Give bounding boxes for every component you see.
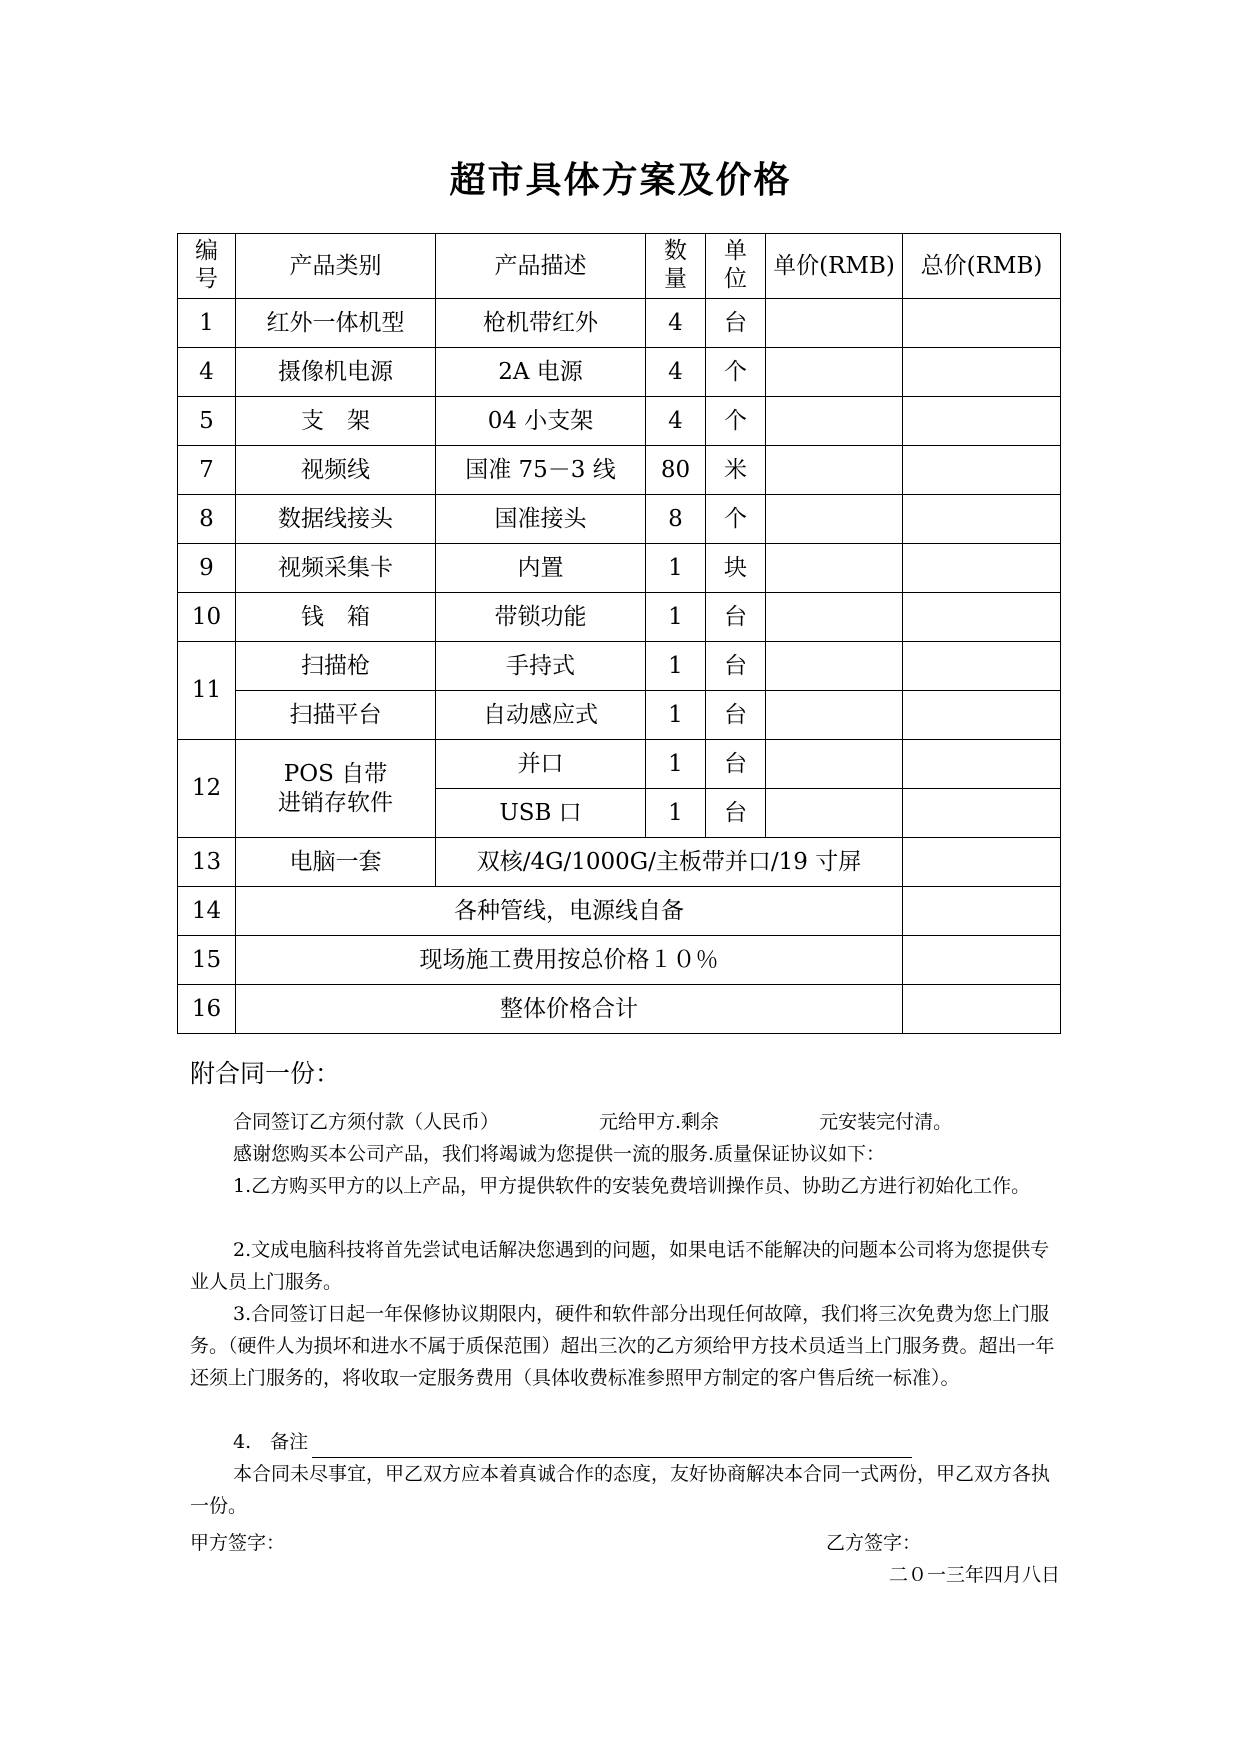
table-row [178,838,1061,887]
price-table [177,233,1061,1034]
cell-total [903,838,1061,887]
cell-desc: 双核/4G/1000G/主板带并口/19 寸屏 [436,838,903,887]
cell-no: 9 [178,544,236,593]
cell-no: 8 [178,495,236,544]
cell-total [903,642,1061,691]
cell-qty: 1 [646,593,706,642]
cell-price [766,544,903,593]
cell-qty: 1 [646,691,706,740]
cell-total [903,299,1061,348]
cell-qty: 80 [646,446,706,495]
table-header-row [178,234,1061,299]
cell-price [766,691,903,740]
header-qty: 数量 [646,234,706,299]
cell-no: 10 [178,593,236,642]
cell-category: 扫描枪 [236,642,436,691]
cell-desc: 国准 75－3 线 [436,446,646,495]
cell-desc: 带锁功能 [436,593,646,642]
table-row [178,887,1061,936]
cell-desc: 内置 [436,544,646,593]
cell-price [766,593,903,642]
cell-desc: 2A 电源 [436,348,646,397]
cell-unit: 个 [706,348,766,397]
payment-line [233,1106,1103,1138]
cell-category: 电脑一套 [236,838,436,887]
cell-category-line: 进销存软件 [278,789,393,816]
payment-text-c: 元安装完付清。 [819,1111,953,1133]
cell-unit: 台 [706,789,766,838]
table-row [178,593,1061,642]
cell-price [766,740,903,789]
cell-no: 12 [178,740,236,838]
cell-desc: USB 口 [436,789,646,838]
cell-desc: 04 小支架 [436,397,646,446]
cell-no: 7 [178,446,236,495]
cell-category: 视频采集卡 [236,544,436,593]
header-desc: 产品描述 [436,234,646,299]
cell-no: 11 [178,642,236,740]
clause-4 [233,1426,1103,1458]
cell-category: 钱 箱 [236,593,436,642]
cell-unit: 台 [706,593,766,642]
table-row [178,495,1061,544]
header-no: 编号 [178,234,236,299]
cell-category: 红外一体机型 [236,299,436,348]
cell-merged-text: 现场施工费用按总价格１０％ [236,936,903,985]
cell-unit: 个 [706,495,766,544]
cell-price [766,397,903,446]
cell-unit: 台 [706,691,766,740]
table-row [178,348,1061,397]
cell-category [236,740,436,838]
cell-unit: 台 [706,642,766,691]
contract-date: 二０一三年四月八日 [888,1564,1060,1586]
cell-merged-text: 整体价格合计 [236,985,903,1034]
cell-category-line: POS 自带 [283,760,388,787]
cell-no: 14 [178,887,236,936]
table-row [178,397,1061,446]
header-category: 产品类别 [236,234,436,299]
page-title: 超市具体方案及价格 [449,160,792,201]
cell-qty: 1 [646,740,706,789]
cell-unit: 台 [706,740,766,789]
header-total: 总价(RMB) [903,234,1061,299]
cell-category: 数据线接头 [236,495,436,544]
cell-price [766,446,903,495]
header-price: 单价(RMB) [766,234,903,299]
cell-qty: 4 [646,348,706,397]
payment-text-b: 元给甲方.剩余 [599,1111,720,1133]
table-row [178,740,1061,789]
cell-total [903,740,1061,789]
table-row [178,544,1061,593]
cell-total [903,936,1061,985]
cell-unit: 米 [706,446,766,495]
cell-category: 摄像机电源 [236,348,436,397]
party-b-signature: 乙方签字： [826,1532,922,1554]
cell-qty: 1 [646,642,706,691]
cell-desc: 枪机带红外 [436,299,646,348]
cell-price [766,299,903,348]
cell-total [903,985,1061,1034]
cell-no: 15 [178,936,236,985]
table-row [178,446,1061,495]
thanks-line: 感谢您购买本公司产品，我们将竭诚为您提供一流的服务.质量保证协议如下： [233,1143,886,1165]
cell-qty: 4 [646,299,706,348]
cell-qty: 8 [646,495,706,544]
cell-total [903,348,1061,397]
cell-price [766,789,903,838]
cell-no: 5 [178,397,236,446]
cell-total [903,446,1061,495]
cell-no: 4 [178,348,236,397]
cell-qty: 4 [646,397,706,446]
cell-price [766,642,903,691]
clause-3: 3.合同签订日起一年保修协议期限内，硬件和软件部分出现任何故障，我们将三次免费为您上门服务。（硬件人为损坏和进水不属于质保范围）超出三次的乙方须给甲方技术员适当上门服务费。超出一年还须上门服务的，将收取一定服务费用（具体收费标准参照甲方制定的客户售后统一标准）。 [190,1303,1055,1389]
cell-merged-text: 各种管线，电源线自备 [236,887,903,936]
cell-category: 扫描平台 [236,691,436,740]
party-a-signature: 甲方签字： [190,1532,286,1554]
cell-desc: 并口 [436,740,646,789]
table-row [178,985,1061,1034]
cell-unit: 块 [706,544,766,593]
cell-desc: 手持式 [436,642,646,691]
table-row [178,691,1061,740]
cell-total [903,544,1061,593]
cell-no: 16 [178,985,236,1034]
cell-price [766,348,903,397]
remark-label: 4. 备注 [233,1431,309,1453]
table-row [178,642,1061,691]
contract-heading: 附合同一份： [190,1059,341,1088]
cell-price [766,495,903,544]
table-row [178,299,1061,348]
cell-total [903,495,1061,544]
header-unit: 单位 [706,234,766,299]
cell-category: 支 架 [236,397,436,446]
cell-desc: 国准接头 [436,495,646,544]
cell-no: 13 [178,838,236,887]
clause-1: 1.乙方购买甲方的以上产品，甲方提供软件的安装免费培训操作员、协助乙方进行初始化工作。 [233,1175,1031,1197]
cell-desc: 自动感应式 [436,691,646,740]
cell-no: 1 [178,299,236,348]
cell-unit: 台 [706,299,766,348]
cell-total [903,887,1061,936]
remark-blank [312,1433,912,1458]
closing-text: 本合同未尽事宜，甲乙双方应本着真诚合作的态度，友好协商解决本合同一式两份，甲乙双方各执一份。 [190,1463,1051,1517]
cell-unit: 个 [706,397,766,446]
cell-total [903,593,1061,642]
payment-text-a: 合同签订乙方须付款（人民币） [233,1111,500,1133]
cell-total [903,397,1061,446]
cell-qty: 1 [646,789,706,838]
cell-category: 视频线 [236,446,436,495]
cell-total [903,691,1061,740]
clause-2: 2.文成电脑科技将首先尝试电话解决您遇到的问题，如果电话不能解决的问题本公司将为您提供专业人员上门服务。 [190,1239,1050,1293]
table-row [178,936,1061,985]
cell-total [903,789,1061,838]
cell-qty: 1 [646,544,706,593]
